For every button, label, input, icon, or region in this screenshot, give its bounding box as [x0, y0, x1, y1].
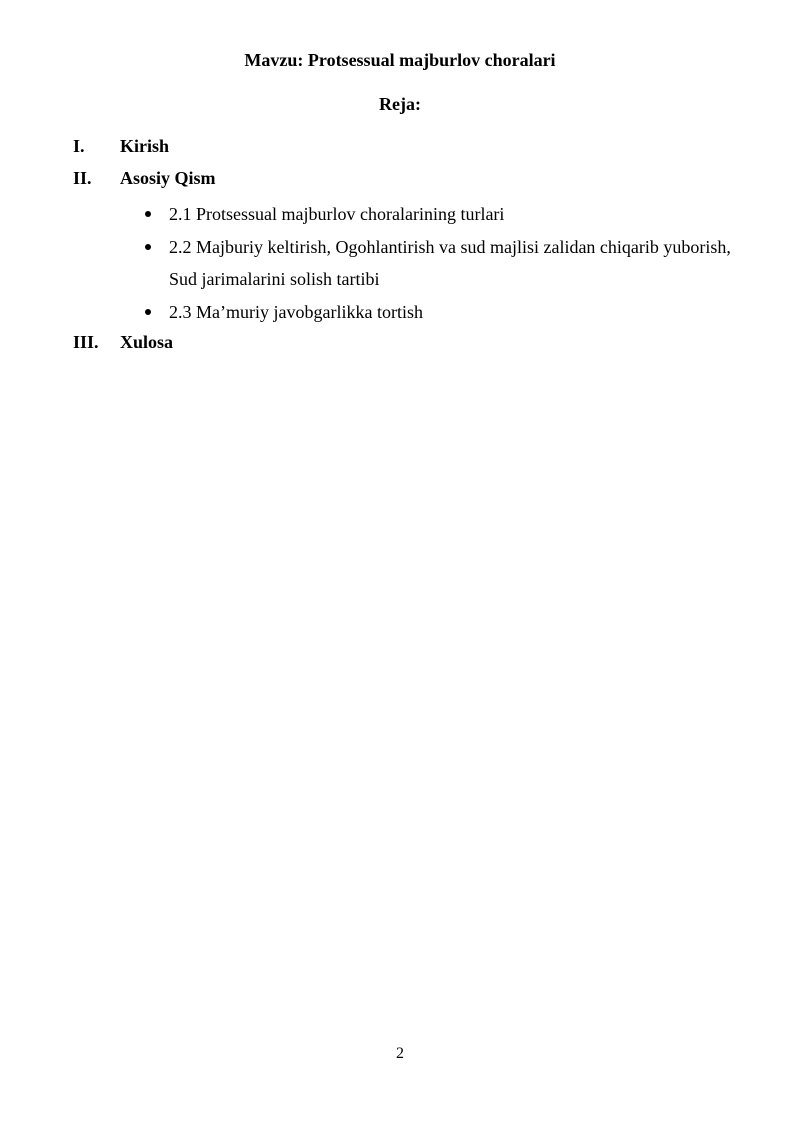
list-item [73, 296, 733, 329]
list-item-text: 2.1 Protsessual majburlov choralarining turlari [169, 204, 505, 224]
page-number: 2 [396, 1045, 404, 1062]
page-title: Mavzu: Protsessual majburlov choralari [244, 50, 556, 70]
list-item-text: 2.2 Majburiy keltirish, Ogohlantirish va sud majlisi zalidan chiqarib yuborish, Sud jarimalarini solish tartibi [169, 236, 731, 289]
plan-heading: Reja: [379, 94, 421, 114]
list-item-text: 2.3 Ma’muriy javobgarlikka tortish [169, 301, 423, 322]
list-item [73, 231, 733, 296]
bullet-icon [145, 309, 151, 315]
section-number: II. [73, 168, 92, 188]
plan-outline [73, 134, 733, 362]
section-label: Xulosa [120, 332, 174, 352]
section-label: Asosiy Qism [120, 168, 216, 188]
section-label: Kirish [120, 136, 170, 156]
section-number: III. [73, 332, 99, 352]
section-conclusion [73, 330, 733, 362]
bullet-icon [145, 244, 151, 250]
list-item [73, 198, 733, 231]
section-main-subitems [73, 198, 733, 328]
bullet-icon [145, 211, 151, 217]
section-intro [73, 134, 733, 166]
section-main [73, 166, 733, 198]
section-number: I. [73, 136, 85, 156]
